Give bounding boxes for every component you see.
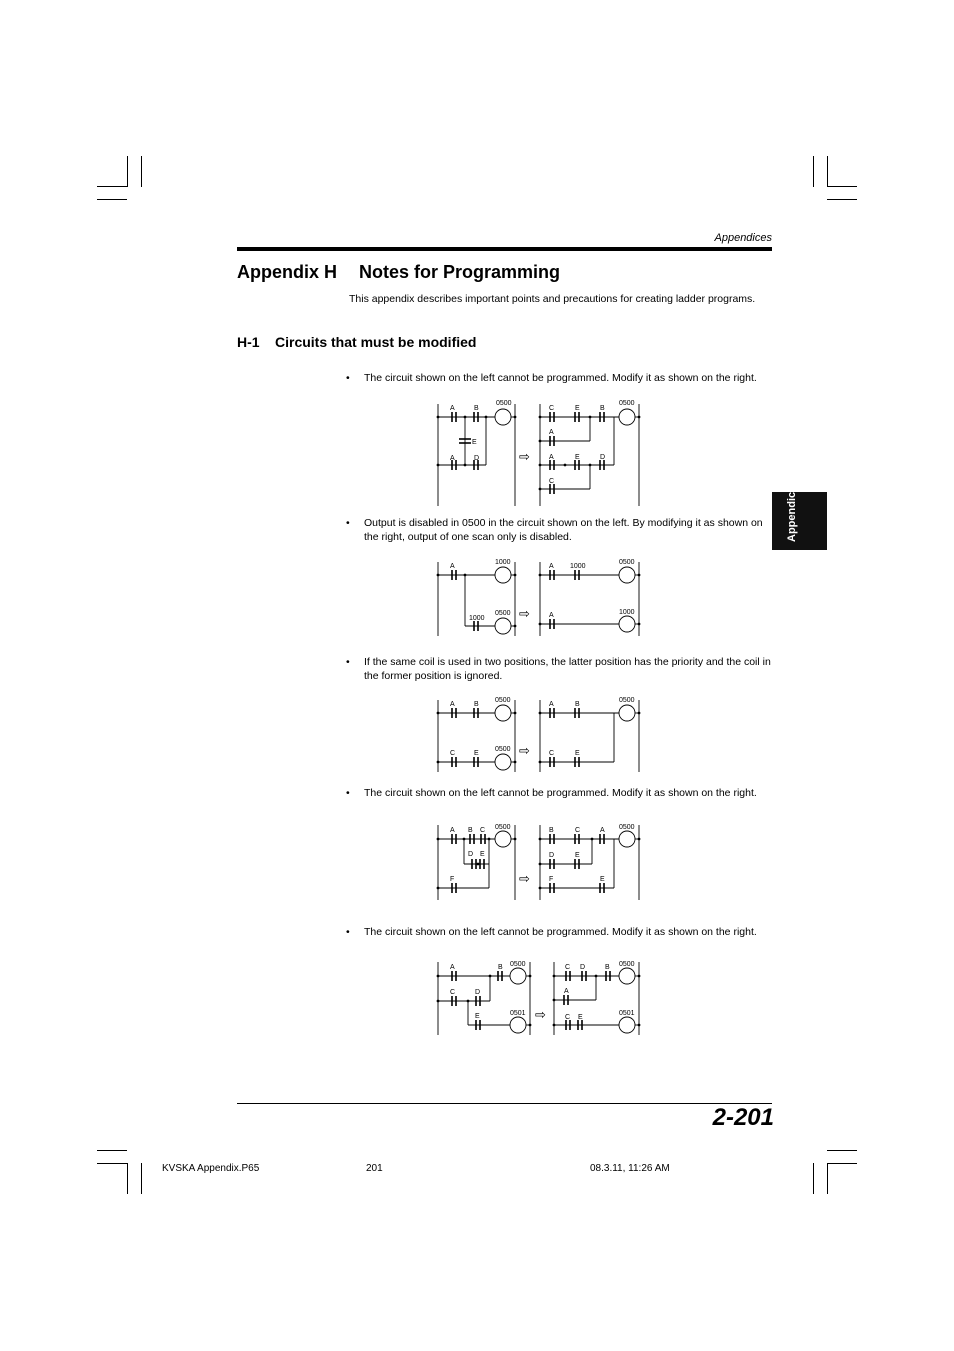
coil-1000 [619, 616, 635, 632]
ladder-diagram-1 [430, 396, 650, 508]
coil-0500 [495, 409, 511, 425]
coil-0500 [619, 968, 635, 984]
arrow-icon: ⇨ [535, 1007, 546, 1022]
label-A: A [564, 988, 569, 995]
section-number: H-1 [237, 334, 260, 350]
label-A: A [549, 454, 554, 461]
label-A: A [450, 455, 455, 462]
label-E: E [472, 439, 477, 446]
coil-0500 [495, 618, 511, 634]
label-0500: 0500 [619, 559, 635, 566]
label-0501: 0501 [619, 1010, 635, 1017]
label-D: D [549, 852, 555, 859]
label-0500: 0500 [495, 824, 511, 831]
bullet-4-text: The circuit shown on the left cannot be programmed. Modify it as shown on the right. [364, 787, 757, 799]
label-D: D [475, 989, 481, 996]
label-E: E [600, 876, 605, 883]
coil-0500 [495, 754, 511, 770]
label-C: C [480, 827, 486, 834]
label-D: D [468, 851, 474, 858]
label-C: C [549, 405, 555, 412]
coil-0500 [495, 831, 511, 847]
title-text: Notes for Programming [359, 262, 561, 282]
bullet-2-text: Output is disabled in 0500 in the circuit shown on the left. By modifying it as shown on the right, output of one scan only is disabled. [364, 517, 763, 543]
label-E: E [480, 851, 485, 858]
label-0500: 0500 [619, 824, 635, 831]
label-A: A [549, 429, 554, 436]
arrow-icon: ⇨ [519, 449, 530, 464]
label-A: A [600, 827, 605, 834]
label-E: E [475, 1013, 480, 1020]
label-C: C [565, 1014, 571, 1021]
label-E: E [474, 750, 479, 757]
section-text: Circuits that must be modified [275, 334, 477, 350]
label-1000: 1000 [619, 609, 635, 616]
side-tab [772, 479, 827, 550]
label-0500: 0500 [619, 961, 635, 968]
bullet-3-text: If the same coil is used in two positions, the latter position has the priority and the coil in the former position is ignored. [364, 656, 771, 682]
label-0500: 0500 [496, 400, 512, 407]
label-B: B [468, 827, 473, 834]
label-0500: 0500 [510, 961, 526, 968]
label-A: A [450, 964, 455, 971]
label-0501: 0501 [510, 1010, 526, 1017]
label-0500: 0500 [495, 746, 511, 753]
label-A: A [549, 612, 554, 619]
page-number: 2-201 [712, 1104, 774, 1131]
ladder-diagram-5 [430, 957, 650, 1037]
intro-paragraph: This appendix describes important points and precautions for creating ladder programs. [349, 293, 756, 305]
label-B: B [474, 405, 479, 412]
title-number: Appendix H [237, 262, 338, 282]
ladder-diagram-3 [430, 694, 650, 774]
label-C: C [450, 750, 456, 757]
arrow-icon: ⇨ [519, 871, 530, 886]
label-B: B [600, 405, 605, 412]
footer-file: KVSKA Appendix.P65 [162, 1163, 260, 1174]
coil-0500 [619, 567, 635, 583]
label-0500: 0500 [619, 400, 635, 407]
running-header: Appendices [714, 232, 772, 244]
label-0500: 0500 [495, 610, 511, 617]
coil-0500 [619, 831, 635, 847]
coil-0501 [510, 1017, 526, 1033]
label-D: D [580, 964, 586, 971]
label-A: A [549, 563, 554, 570]
label-C: C [575, 827, 581, 834]
coil-0500 [619, 409, 635, 425]
label-A: A [549, 701, 554, 708]
ladder-diagram-4 [430, 820, 650, 902]
label-1000: 1000 [469, 615, 485, 622]
label-F: F [549, 876, 554, 883]
label-C: C [565, 964, 571, 971]
label-A: A [450, 701, 455, 708]
section-heading [237, 334, 476, 350]
label-B: B [605, 964, 610, 971]
arrow-icon: ⇨ [519, 743, 530, 758]
label-C: C [450, 989, 456, 996]
ladder-diagram-2 [430, 556, 650, 640]
side-tab-label: Appendices [786, 479, 798, 542]
page-title [237, 262, 560, 283]
label-E: E [578, 1014, 583, 1021]
label-F: F [450, 876, 455, 883]
label-E: E [575, 750, 580, 757]
label-E: E [575, 454, 580, 461]
coil-0500 [510, 968, 526, 984]
label-1000: 1000 [495, 559, 511, 566]
label-A: A [450, 827, 455, 834]
label-0500: 0500 [495, 697, 511, 704]
label-B: B [549, 827, 554, 834]
label-1000: 1000 [570, 563, 586, 570]
arrow-icon: ⇨ [519, 606, 530, 621]
coil-0501 [619, 1017, 635, 1033]
footer-page: 201 [366, 1163, 383, 1174]
label-E: E [575, 405, 580, 412]
label-0500: 0500 [619, 697, 635, 704]
coil-0500 [619, 705, 635, 721]
label-B: B [575, 701, 580, 708]
label-B: B [498, 964, 503, 971]
label-C: C [549, 478, 555, 485]
label-A: A [450, 563, 455, 570]
coil-1000 [495, 567, 511, 583]
label-C: C [549, 750, 555, 757]
bullet-5-text: The circuit shown on the left cannot be programmed. Modify it as shown on the right. [364, 926, 757, 938]
bullet-1-text: The circuit shown on the left cannot be programmed. Modify it as shown on the right. [364, 372, 757, 384]
label-A: A [450, 405, 455, 412]
coil-0500 [495, 705, 511, 721]
header-rule [237, 247, 772, 251]
label-B: B [474, 701, 479, 708]
label-D: D [474, 455, 480, 462]
label-D: D [600, 454, 606, 461]
footer-date: 08.3.11, 11:26 AM [590, 1163, 670, 1174]
label-E: E [575, 852, 580, 859]
